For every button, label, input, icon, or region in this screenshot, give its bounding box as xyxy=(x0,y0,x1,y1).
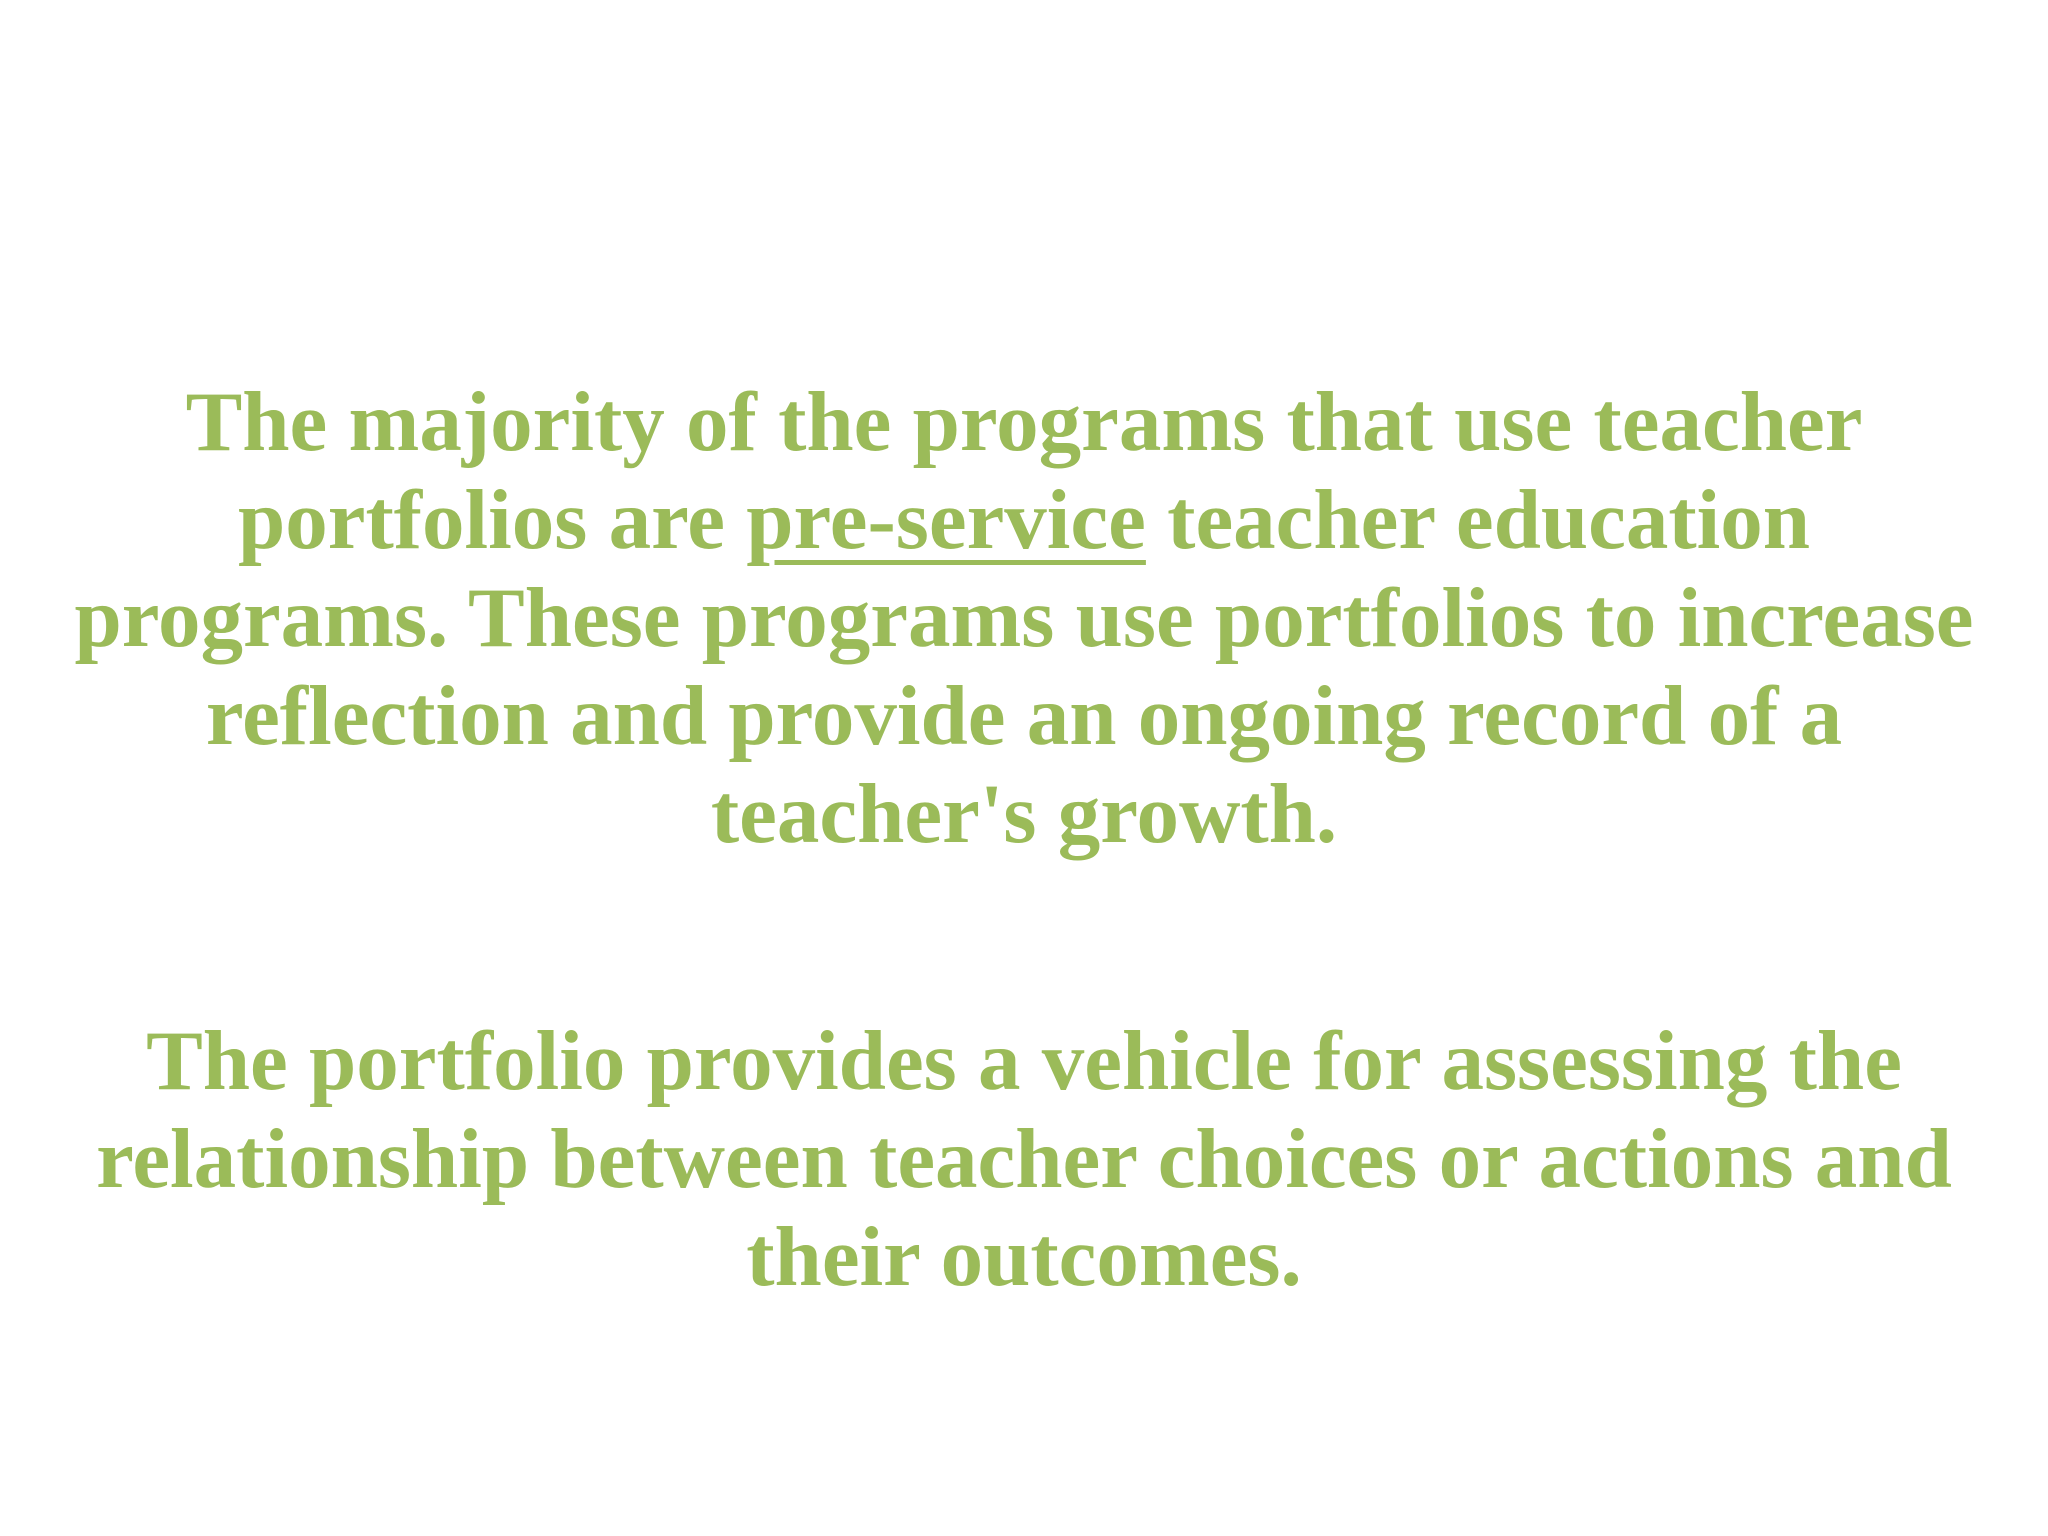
paragraph-1-text-end: teacher education programs. These programs use portfolios to increase reflection and provide an ongoing record of a teacher's growth. xyxy=(74,473,1974,861)
paragraph-teacher-portfolio-programs xyxy=(60,373,1988,863)
paragraph-portfolio-assessment-vehicle: The portfolio provides a vehicle for assessing the relationship between teacher choices or actions and their outcomes. xyxy=(96,1014,1952,1304)
paragraph-1-text-start: The majority of the programs that use teacher portfolios are xyxy=(185,375,1863,567)
pre-service-underlined-term: pre-service xyxy=(746,473,1146,567)
